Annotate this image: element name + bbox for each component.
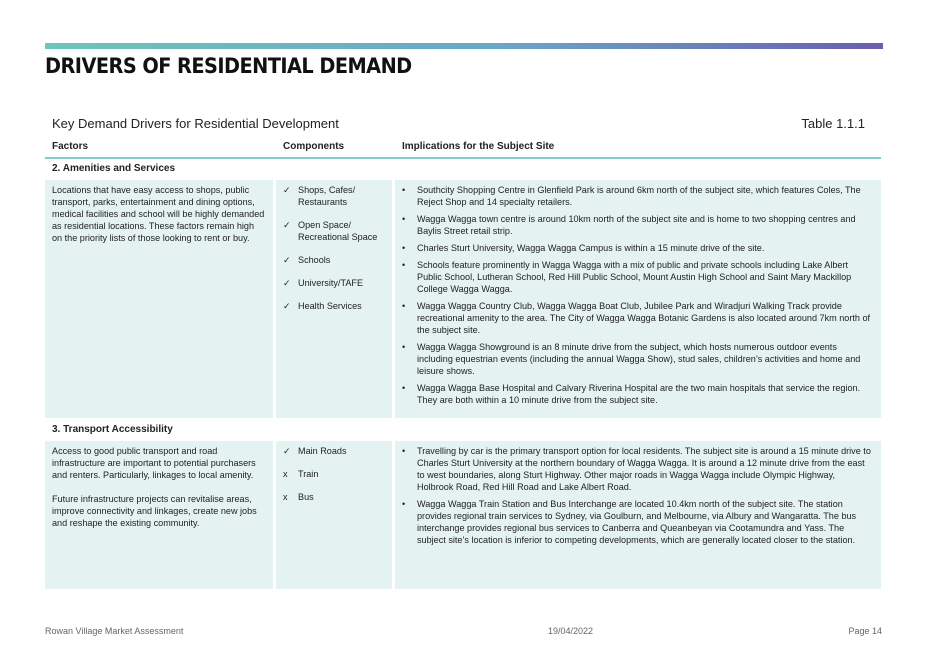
component-item xyxy=(283,219,386,243)
column-header-implications: Implications for the Subject Site xyxy=(402,141,555,152)
bullet-icon: • xyxy=(402,499,406,509)
implication-text: Travelling by car is the primary transport option for local residents. The subject site is around a 15 minute drive to Charles Sturt University at the northern boundary of Wagga Wagga. It is around a 12 minute drive from the east to west boundaries, along Sturt Highway. Other major roads in Wagga Wagga include Olympic Highway, Holbrook Road, Red Hill Road and Lake Albert Road. xyxy=(417,446,871,492)
implication-text: Wagga Wagga Base Hospital and Calvary Riverina Hospital are the two main hospitals that service the region. They are both within a 10 minute drive from the subject site. xyxy=(417,383,861,405)
section-title-transport: 3. Transport Accessibility xyxy=(52,424,173,435)
footer-report-title: Rowan Village Market Assessment xyxy=(45,626,184,636)
table-number: Table 1.1.1 xyxy=(801,116,865,131)
bullet-icon: • xyxy=(402,301,406,311)
section-title-amenities: 2. Amenities and Services xyxy=(52,163,176,174)
component-item xyxy=(283,300,386,312)
implication-item xyxy=(402,213,871,237)
component-item xyxy=(283,491,386,503)
cross-icon: x xyxy=(283,469,288,479)
component-item xyxy=(283,254,386,266)
components-list xyxy=(283,184,386,312)
implications-list xyxy=(402,184,871,406)
implications-cell-transport xyxy=(395,441,881,589)
implications-list xyxy=(402,445,871,546)
implication-item xyxy=(402,300,871,336)
component-label: University/TAFE xyxy=(298,278,364,288)
components-list xyxy=(283,445,386,503)
components-cell-amenities xyxy=(276,180,392,418)
bullet-icon: • xyxy=(402,383,406,393)
header-accent-bar xyxy=(45,43,883,49)
implication-item xyxy=(402,341,871,377)
implication-item xyxy=(402,445,871,493)
check-icon: ✓ xyxy=(283,185,291,195)
bullet-icon: • xyxy=(402,214,406,224)
implication-text: Schools feature prominently in Wagga Wagga with a mix of public and private schools including Lake Albert Public School, Lutheran School, Red Hill Public School, Mount Austin High School and Saint Mary Mackillop College Wagga Wagga. xyxy=(417,260,852,294)
implication-text: Wagga Wagga Country Club, Wagga Wagga Boat Club, Jubilee Park and Wiradjuri Walking Track provide recreational amenity to the area. The City of Wagga Wagga Botanic Gardens is also located around 7km north of the subject site. xyxy=(417,301,871,335)
factor-paragraph: Locations that have easy access to shops, public transport, parks, entertainment and dining options, medical facilities and school will be highly demanded as residential locations. These factors remain high on the priority lists of those looking to rent or buy. xyxy=(52,185,265,243)
implication-item xyxy=(402,184,871,208)
component-label: Main Roads xyxy=(298,446,347,456)
component-label: Open Space/ Recreational Space xyxy=(298,220,378,242)
component-label: Bus xyxy=(298,492,314,502)
components-cell-transport xyxy=(276,441,392,589)
implication-text: Charles Sturt University, Wagga Wagga Campus is within a 15 minute drive of the site. xyxy=(417,243,765,253)
component-item xyxy=(283,184,386,208)
implication-item xyxy=(402,259,871,295)
component-item xyxy=(283,445,386,457)
implication-item xyxy=(402,498,871,546)
component-label: Schools xyxy=(298,255,331,265)
component-label: Train xyxy=(298,469,319,479)
bullet-icon: • xyxy=(402,260,406,270)
check-icon: ✓ xyxy=(283,301,291,311)
check-icon: ✓ xyxy=(283,446,291,456)
bullet-icon: • xyxy=(402,446,406,456)
implications-cell-amenities xyxy=(395,180,881,418)
implication-item xyxy=(402,242,871,254)
page-heading: DRIVERS OF RESIDENTIAL DEMAND xyxy=(45,54,412,78)
table-title: Key Demand Drivers for Residential Development xyxy=(52,116,339,131)
implication-text: Southcity Shopping Centre in Glenfield Park is around 6km north of the subject site, which features Coles, The Reject Shop and 14 specialty retailers. xyxy=(417,185,861,207)
bullet-icon: • xyxy=(402,185,406,195)
bullet-icon: • xyxy=(402,342,406,352)
component-label: Shops, Cafes/ Restaurants xyxy=(298,185,356,207)
implication-text: Wagga Wagga Train Station and Bus Interchange are located 10.4km north of the subject site. The station provides regional train services to Sydney, via Goulburn, and Melbourne, via Albury and Wangaratta. The bus interchange provides regional bus services to Canberra and Queanbeyan via Cootamundra and Yass. The subject site’s location is inferior to competing developments, which are generally located closer to the station. xyxy=(417,499,857,545)
factors-cell-amenities xyxy=(45,180,273,418)
header-divider xyxy=(45,157,881,159)
column-header-factors: Factors xyxy=(52,141,89,152)
factor-paragraph: Future infrastructure projects can revitalise areas, improve connectivity and linkages, create new jobs and reshape the existing community. xyxy=(52,494,257,528)
check-icon: ✓ xyxy=(283,220,291,230)
column-header-components: Components xyxy=(283,141,345,152)
check-icon: ✓ xyxy=(283,255,291,265)
factor-paragraph: Access to good public transport and road infrastructure are important to potential purchasers and renters. Particularly, linkages to local amenity. xyxy=(52,446,256,480)
implication-text: Wagga Wagga Showground is an 8 minute drive from the subject, which hosts numerous outdoor events including equestrian events (including the annual Wagga Show), stud sales, children’s activities and home and leisure shows. xyxy=(417,342,861,376)
check-icon: ✓ xyxy=(283,278,291,288)
component-label: Health Services xyxy=(298,301,362,311)
component-item xyxy=(283,468,386,480)
footer-page-number: Page 14 xyxy=(848,626,882,636)
footer-date: 19/04/2022 xyxy=(548,626,594,636)
implication-text: Wagga Wagga town centre is around 10km north of the subject site and is home to two shopping centres and Baylis Street retail strip. xyxy=(417,214,856,236)
bullet-icon: • xyxy=(402,243,406,253)
component-item xyxy=(283,277,386,289)
factors-cell-transport xyxy=(45,441,273,589)
implication-item xyxy=(402,382,871,406)
cross-icon: x xyxy=(283,492,288,502)
